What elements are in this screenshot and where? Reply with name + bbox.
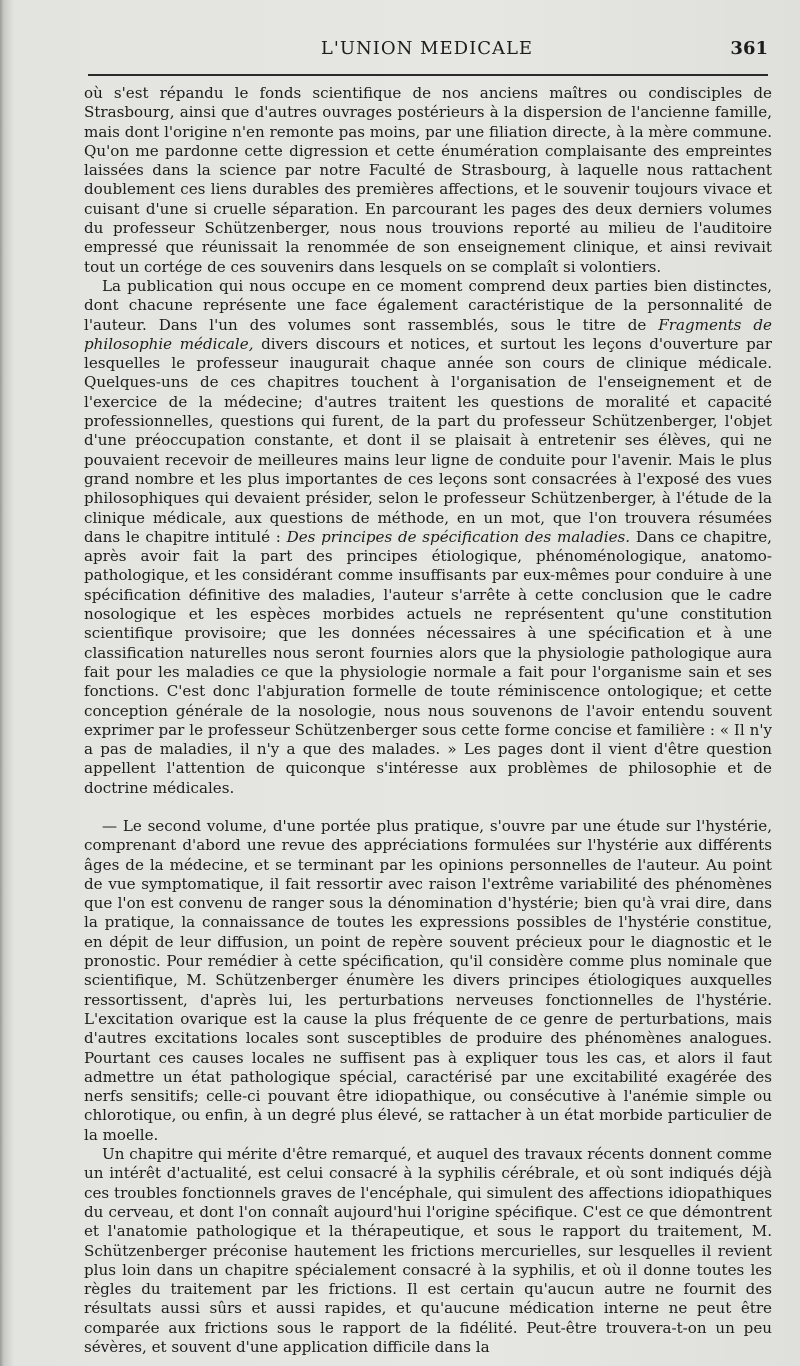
page-number: 361 <box>730 38 768 59</box>
header-rule <box>88 74 768 76</box>
book-title: Fragments de philosophie médicale, <box>84 315 772 353</box>
paragraph-text: La publication qui nous occupe en ce moment comprend deux parties bien distinctes, dont chacune représente une face également caractéristique de la personnalité de l'auteur. Dans l'un des volumes sont rassemblés, sous le titre de <box>84 276 772 334</box>
journal-title: L'UNION MEDICALE <box>320 38 534 59</box>
paragraph-syphilis: Un chapitre qui mérite d'être remarqué, et auquel des travaux récents donnent comme un intérêt d'actualité, est celui consacré à la syphilis cérébrale, et où sont indiqués déjà ces troubles fonctionnels graves de l'encéphale, qui simulent des affections idiopathiques du cerveau, et dont l'on connaît aujourd'hui l'origine spécifique. C'est ce que démontrent et l'anatomie pathologique et la thérapeutique, et sous le rapport du traitement, M. Schützenberger préconise hautement les frictions mercurielles, sur lesquelles il revient plus loin dans un chapitre spécialement consacré à la syphilis, et où il donne toutes les règles du traitement par les frictions. Il est certain qu'aucun autre ne fournit des résultats aussi sûrs et aussi rapides, et qu'aucune médication interne ne peut être comparée aux frictions sous le rapport de la fidélité. Peut-être trouvera-t-on un peu sévères, et souvent d'une application difficile dans la <box>84 1145 772 1356</box>
paragraph-text: Dans ce chapitre, après avoir fait la part des principes étiologique, phénoménologique, anatomo-pathologique, et les considérant comme insuffisants par eux-mêmes pour conduire à une spécification définitive des maladies, l'auteur s'arrête à cette conclusion que le cadre nosologique et les espèces morbides actuels ne représentent qu'une constitution scientifique provisoire; que les données nécessaires à une spécification et à une classification naturelles nous seront fournies alors que la physiologie pathologique aura fait pour les maladies ce que la physiologie normale a fait pour l'organisme sain et ses fonctions. C'est donc l'abjuration formelle de toute réminiscence ontologique; et cette conception générale de la nosologie, nous nous souvenons de l'avoir entendu souvent exprimer par le professeur Schützenberger sous cette forme concise et familière : « Il n'y a pas de maladies, il n'y a que des malades. » Les pages dont il vient d'être question appellent l'attention de quiconque s'intéresse aux problèmes de philosophie et de doctrine médicales. <box>84 527 772 797</box>
chapter-title: Des principes de spécification des maladies. <box>286 527 631 546</box>
paragraph-publication <box>84 277 772 798</box>
paragraph-text: divers discours et notices, et surtout les leçons d'ouverture par lesquelles le professeur inaugurait chaque année son cours de clinique médicale. Quelques-uns de ces chapitres touchent à l'organisation de l'enseignement et de l'exercice de la médecine; d'autres traitent les questions de moralité et capacité professionnelles, questions qui furent, de la part du professeur Schützenberger, l'objet d'une préoccupation constante, et dont il se plaisait à entretenir ses élèves, qui ne pouvaient recevoir de meilleures mains leur ligne de conduite pour l'avenir. Mais le plus grand nombre et les plus importantes de ces leçons sont consacrées à l'exposé des vues philosophiques qui devaient présider, selon le professeur Schützenberger, à l'étude de la clinique médicale, aux questions de méthode, en un mot, que l'on trouvera résumées dans le chapitre intitulé : <box>84 334 772 546</box>
running-head <box>82 38 772 66</box>
article-body <box>84 84 772 1357</box>
paragraph-second-volume: — Le second volume, d'une portée plus pratique, s'ouvre par une étude sur l'hystérie, comprenant d'abord une revue des appréciations formulées sur l'hystérie aux différents âges de la médecine, et se terminant par les opinions personnelles de l'auteur. Au point de vue symptomatique, il fait ressortir avec raison l'extrême variabilité des phénomènes que l'on est convenu de ranger sous la dénomination d'hystérie; bien qu'à vrai dire, dans la pratique, la connaissance de toutes les expressions possibles de l'hystérie constitue, en dépit de leur diffusion, un point de repère souvent précieux pour le diagnostic et le pronostic. Pour remédier à cette spécification, qu'il considère comme plus nominale que scientifique, M. Schützenberger énumère les divers principes étiologiques auxquelles ressortissent, d'après lui, les perturbations nerveuses fonctionnelles de l'hystérie. L'excitation ovarique est la cause la plus fréquente de ce genre de perturbations, mais d'autres excitations locales sont susceptibles de produire des phénomènes analogues. Pourtant ces causes locales ne suffisent pas à expliquer tous les cas, et alors il faut admettre un état pathologique spécial, caractérisé par une excitabilité exagérée des nerfs sensitifs; celle-ci pouvant être idiopathique, ou consécutive à l'anémie simple ou chlorotique, ou enfin, à un degré plus élevé, se rattacher à un état morbide particulier de la moelle. <box>84 816 772 1144</box>
paragraph-continuation: où s'est répandu le fonds scientifique de nos anciens maîtres ou condisciples de Strasbourg, ainsi que d'autres ouvrages postérieurs à la dispersion de l'ancienne famille, mais dont l'origine n'en remonte pas moins, par une filiation directe, à la mère commune. Qu'on me pardonne cette digression et cette énumération complaisante des empreintes laissées dans la science par notre Faculté de Strasbourg, à laquelle nous rattachent doublement ces liens durables des premières affections, et le souvenir toujours vivace et cuisant d'une si cruelle séparation. En parcourant les pages des deux derniers volumes du professeur Schützenberger, nous nous trouvions reporté au milieu de l'auditoire empressé que réunissait la renommée de son enseignement clinique, et ainsi revivait tout un cortége de ces souvenirs dans lesquels on se complaît si volontiers. <box>84 84 772 276</box>
